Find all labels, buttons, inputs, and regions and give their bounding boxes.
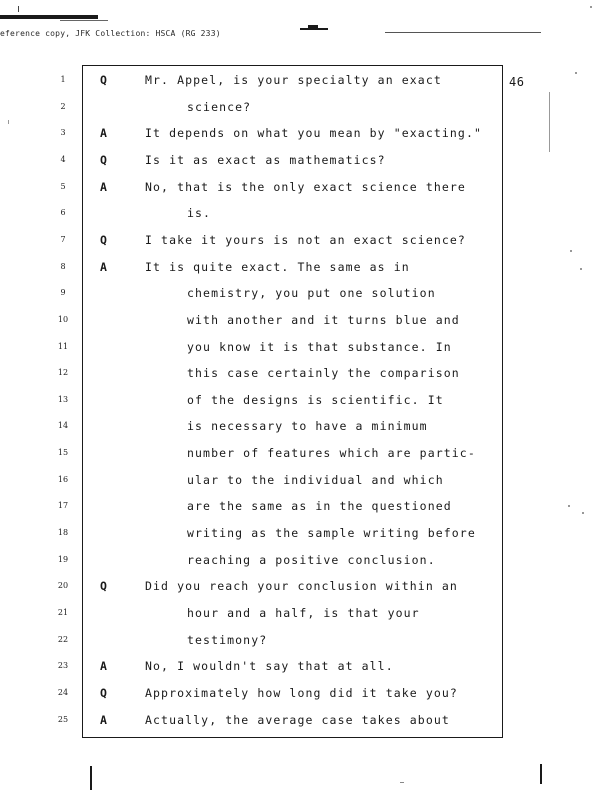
line-number: 4 (60, 154, 66, 164)
transcript-line: Actually, the average case takes about (145, 712, 450, 727)
transcript-line: number of features which are partic- (187, 446, 476, 461)
speaker-label: Q (100, 152, 107, 167)
speck (568, 505, 570, 507)
transcript-line: of the designs is scientific. It (187, 392, 444, 407)
speaker-label: A (100, 659, 107, 674)
transcript-line: Did you reach your conclusion within an (145, 579, 458, 594)
transcript-line: are the same as in the questioned (187, 499, 452, 514)
transcript-line: chemistry, you put one solution (187, 286, 436, 301)
transcript-line: I take it yours is not an exact science? (145, 232, 466, 247)
speaker-label: A (100, 712, 107, 727)
speck (570, 250, 572, 252)
speck (580, 268, 582, 270)
page-number: 46 (509, 75, 525, 89)
transcript-line: hour and a half, is that your (187, 606, 420, 620)
line-number: 14 (57, 421, 69, 431)
transcript-line: testimony? (187, 632, 268, 647)
transcript-line: this case certainly the comparison (187, 366, 460, 381)
line-number: 3 (60, 128, 66, 138)
speaker-label: A (100, 179, 107, 194)
line-number: 24 (57, 687, 69, 697)
margin-mark-bottom-left (90, 766, 92, 790)
margin-mark-right (549, 92, 550, 152)
transcript-line: is. (187, 206, 212, 221)
scan-mark-top-left (0, 15, 98, 19)
scan-line-top-right (385, 32, 541, 33)
line-number: 18 (57, 528, 69, 538)
margin-mark-left (8, 120, 9, 124)
line-number: 1 (60, 75, 66, 84)
transcript-line: with another and it turns blue and (187, 312, 460, 327)
speaker-label: Q (100, 73, 107, 87)
line-number: 5 (60, 181, 66, 191)
line-number: 16 (57, 474, 69, 484)
scan-mark-top-left-thin (60, 20, 108, 21)
scan-tick-top (18, 6, 19, 12)
line-number: 22 (57, 634, 69, 644)
transcript-line: ular to the individual and which (187, 472, 444, 487)
line-number: 2 (60, 101, 66, 111)
transcript-line: reaching a positive conclusion. (187, 552, 436, 567)
transcript-line: science? (187, 99, 252, 114)
line-number: 7 (60, 234, 66, 244)
transcript-line: writing as the sample writing before (187, 526, 476, 541)
speck (582, 512, 584, 514)
speck (575, 72, 577, 74)
line-number: 8 (60, 261, 66, 271)
line-number: 10 (57, 314, 69, 324)
collection-header: eference copy, JFK Collection: HSCA (RG 233) (0, 29, 221, 38)
transcript-line: you know it is that substance. In (187, 339, 452, 354)
speck (590, 6, 592, 8)
transcript-line: No, I wouldn't say that at all. (145, 659, 394, 674)
line-number: 25 (57, 714, 69, 724)
speaker-label: Q (100, 232, 107, 247)
transcript-line: No, that is the only exact science there (145, 179, 466, 194)
transcript-line: It depends on what you mean by "exacting." (145, 126, 482, 141)
transcript-line: Is it as exact as mathematics? (145, 152, 386, 167)
line-number: 20 (57, 581, 69, 591)
transcript-line: It is quite exact. The same as in (145, 259, 410, 274)
line-number: 23 (57, 661, 69, 671)
speaker-label: Q (100, 579, 107, 594)
scan-mark-top-center-peak (308, 25, 318, 28)
line-number: 17 (57, 501, 69, 511)
speaker-label: A (100, 126, 107, 141)
line-number: 15 (57, 448, 69, 458)
line-number: 6 (60, 208, 66, 218)
transcript-line: is necessary to have a minimum (187, 419, 428, 434)
speaker-label: A (100, 259, 107, 274)
margin-mark-bottom-center (400, 782, 404, 783)
line-number: 9 (60, 288, 66, 298)
speaker-label: Q (100, 685, 107, 700)
scan-mark-top-center (300, 28, 328, 30)
transcript-line: Approximately how long did it take you? (145, 685, 458, 700)
line-number: 21 (57, 608, 69, 617)
line-number: 13 (57, 394, 69, 404)
transcript-line: Mr. Appel, is your specialty an exact (145, 73, 442, 87)
line-number: 11 (57, 341, 69, 351)
line-number: 19 (57, 554, 69, 564)
line-number: 12 (57, 368, 69, 378)
margin-mark-bottom-right (540, 764, 542, 784)
